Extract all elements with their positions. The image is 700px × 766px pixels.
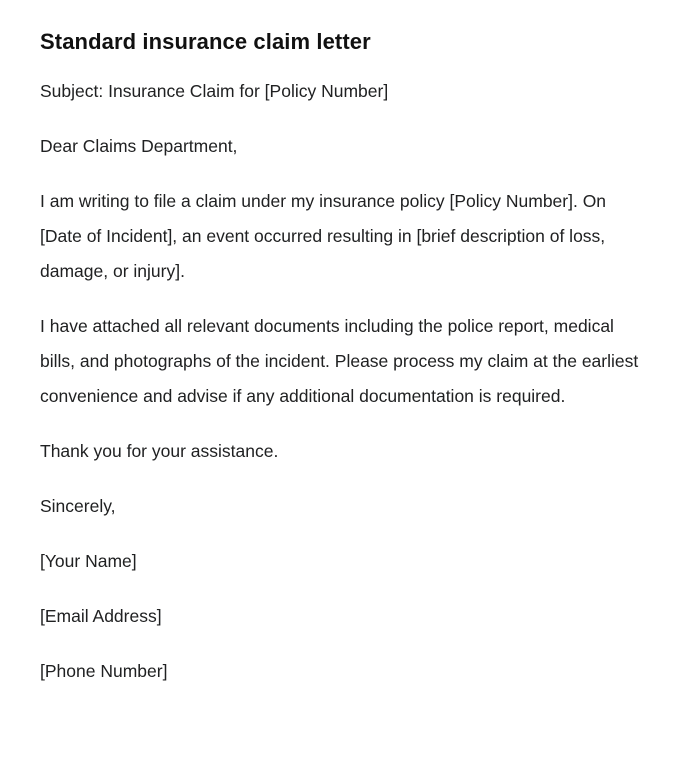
subject-line: Subject: Insurance Claim for [Policy Number] — [40, 81, 389, 101]
salutation: Dear Claims Department, — [40, 136, 238, 156]
phone-placeholder: [Phone Number] — [40, 661, 168, 681]
letter-body — [40, 74, 640, 689]
email-placeholder: [Email Address] — [40, 606, 162, 626]
documents-paragraph: I have attached all relevant documents including the police report, medical bills, and photographs of the incident. Please process my claim at the earliest convenience and advise if any additional documentation is required. — [40, 316, 639, 406]
name-placeholder: [Your Name] — [40, 551, 137, 571]
page-title: Standard insurance claim letter — [40, 29, 371, 54]
thanks-line: Thank you for your assistance. — [40, 441, 279, 461]
closing-line: Sincerely, — [40, 496, 116, 516]
claim-paragraph: I am writing to file a claim under my insurance policy [Policy Number]. On [Date of Incident], an event occurred resulting in [brief description of loss, damage, or injury]. — [40, 191, 607, 281]
